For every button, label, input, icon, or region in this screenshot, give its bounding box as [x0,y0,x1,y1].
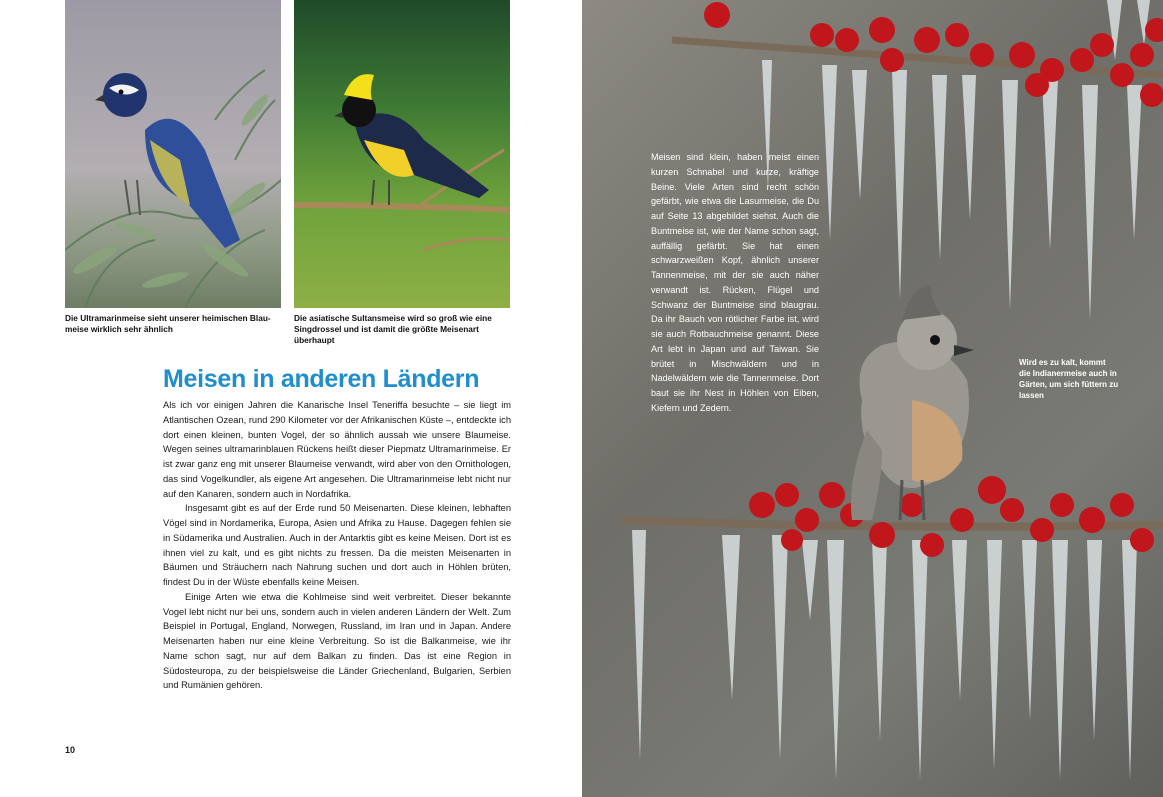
caption-tufted-titmouse: Wird es zu kalt, kommt die Indianermeise auch in Gärten, um sich füttern zu lassen [1019,358,1119,400]
paragraph: Einige Arten wie etwa die Kohlmeise sind weit verbreitet. Dieser bekannte Vogel lebt nicht nur bei uns, sondern auch in vielen anderen Ländern der Welt. Zum Beispiel in Portugal, England, Norwegen, Russland, im Iran und in Japan. Andere Meisenarten haben nur eine kleine Verbreitung. So ist die Balkanmeise, wie ihr Name schon sagt, nur auf dem Balkan zu finden. Das ist eine Region in Südosteuropa, zu der beispielsweise die Länder Griechenland, Bulgarien, Serbien und Rumänien gehören. [163,591,511,691]
section-title: Meisen in anderen Ländern [163,365,480,393]
page-number: 10 [65,745,76,755]
photo-ultramarine-tit [65,0,281,308]
right-page [582,0,1163,797]
paragraph: Insgesamt gibt es auf der Erde rund 50 Meisenarten. Diese kleinen, lebhaften Vögel sind in Nordamerika, Europa, Asien und Afrika zu Hause. Dagegen fehlen sie in Südamerika und Australien. Auch in der Antarktis gibt es keine Meisen. Dort ist es ihnen viel zu kalt, und es gibt nichts zu fressen. Da die meisten Meisenarten in Bäumen und Sträuchern nach Nahrung suchen und dort auch in Höhlen brüten, findest Du in der Wüste ebenfalls keine Meisen. [163,503,511,587]
body-text [163,398,511,693]
photo-sultan-tit [294,0,510,308]
paragraph: Als ich vor einigen Jahren die Kanarische Insel Teneriffa besuchte – sie liegt im Atlantischen Ozean, rund 290 Kilometer vor der Afrikanischen Küste –, entdeckte ich dort einen kleinen, bunten Vogel, der so ähnlich aussah wie unsere Blaumeise. Wegen seines ultramarinblauen Rückens heißt dieser Piepmatz Ultramarinmeise. Er ist zwar ganz eng mit unserer Blaumeise verwandt, wird aber von den Ornithologen, das sind Vogelkundler, als eigene Art angesehen. Die Ultramarinmeise lebt nicht nur auf den Kanaren, sondern auch in Nordafrika. [163,400,511,499]
caption-ultramarine-tit: Die Ultramarinmeise sieht unserer heimischen Blau-meise wirklich sehr ähnlich [65,313,271,334]
caption-sultan-tit: Die asiatische Sultansmeise wird so groß wie eine Singdrossel und ist damit die größte Meisenart überhaupt [294,313,492,345]
ultramarine-tit-illustration [65,0,281,308]
right-body-text: Meisen sind klein, haben meist einen kurzen Schnabel und kurze, kräftige Beine. Viele Arten sind recht schön gefärbt, wie etwa die Lasurmeise, die Du auf Seite 13 abgebildet siehst. Auch die Buntmeise ist, wie der Name schon sagt, auffällig gefärbt. Sie hat einen schwarzweißen Kopf, ähnlich unserer Tannenmeise, mit der sie auch näher verwandt ist. Rücken, Flügel und Schwanz der Buntmeise sind blaugrau. Da ihr Bauch von rötlicher Farbe ist, wird sie auch Rotbauchmeise genannt. Diese Art lebt in Japan und auf Taiwan. Sie brütet in Mischwäldern und in Nadelwäldern wie die Tannenmeise. Dort baut sie ihr Nest in Höhlen von Eiben, Kiefern und Zedern. [651,152,819,413]
sultan-tit-illustration [294,0,510,308]
